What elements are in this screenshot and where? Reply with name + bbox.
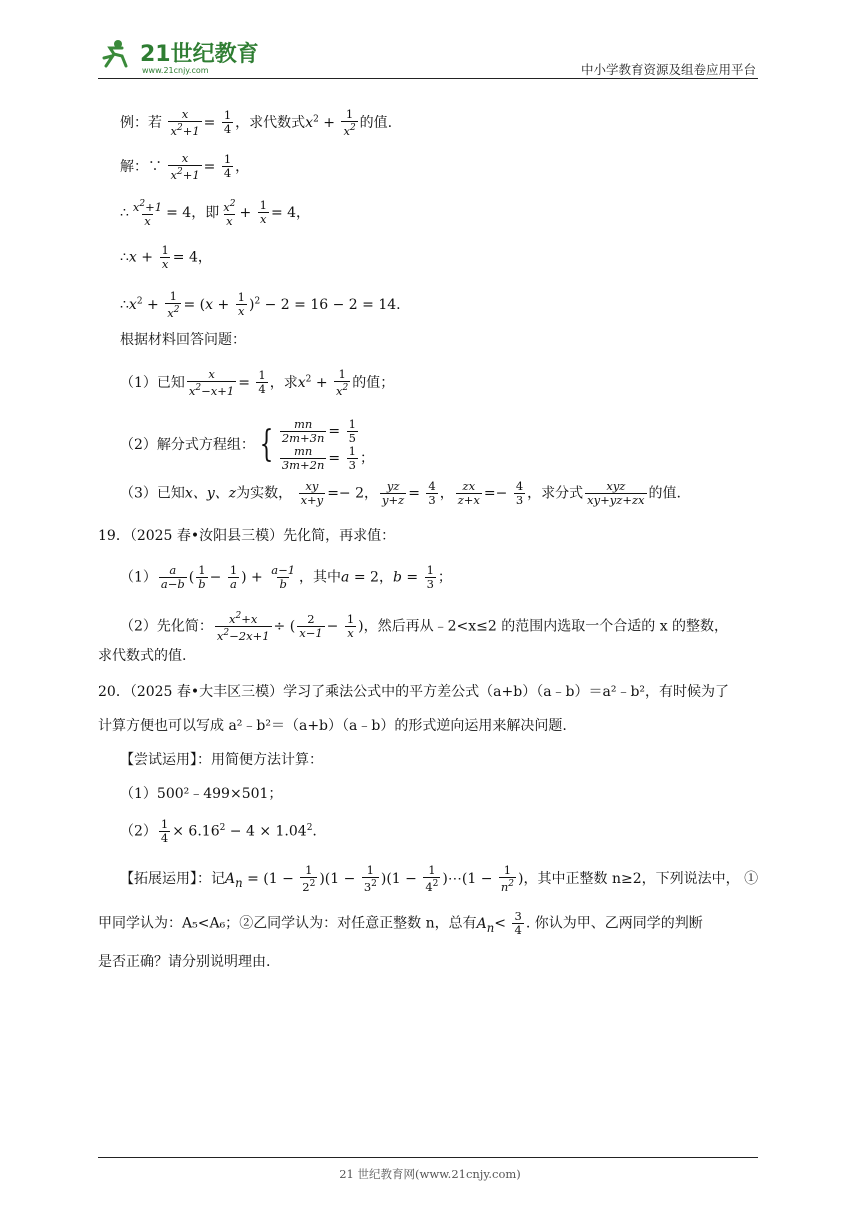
footer-text: 21 世纪教育网(www.21cnjy.com) <box>339 1167 521 1181</box>
footer-divider <box>98 1157 758 1158</box>
problem-19-part-1: （1） $\frac{a}{a-b}$ ( $\frac{1}{b}$ − $\frac{1}{a}$ ) + $\frac{a-1}{b}$ ，其中a = 2，b = $\frac{1}{3}$ ； <box>120 563 452 591</box>
header-platform-text: 中小学教育资源及组卷应用平台 <box>580 62 756 77</box>
problem-19-header: 19．（2025 春•汝阳县三模）先化简，再求值： <box>98 528 396 544</box>
problem-20-extension-line-2: 甲同学认为：A₅<A₆；②乙同学认为：对任意正整数 n，总有$A_n<$ $\frac{3}{4}$ . 你认为甲、乙两同学的判断 <box>98 909 703 937</box>
problem-20-try-1: （1）500²﹣499×501； <box>120 786 283 802</box>
solution-line-2: ∴ $\frac{x^2+1}{x}$ = 4，即 $\frac{x^2}{x}$ + $\frac{1}{x}$ = 4， <box>120 198 311 228</box>
problem-20-try-heading: 【尝试运用】：用简便方法计算： <box>120 752 323 768</box>
problem-20-try-2: （2） $\frac{1}{4}$ × $6.16^2 - 4 \times 1.04^2$. <box>120 817 317 846</box>
runner-icon <box>104 40 126 66</box>
logo-text: 21世纪教育 <box>140 42 259 67</box>
site-logo <box>96 36 266 76</box>
question-2: （2）解分式方程组： { $\frac{mn}{2m+3n}$ = $\frac{1}{5}$ $\frac{mn}{3m+2n}$ = $\frac{1}{3}$ ； <box>120 417 374 472</box>
solution-line-3: ∴x + $\frac{1}{x}$ = 4， <box>120 243 212 271</box>
answer-prompt: 根据材料回答问题： <box>120 332 246 348</box>
logo-url: www.21cnjy.com <box>142 66 209 75</box>
question-3: （3）已知x、y、z为实数， $\frac{xy}{x+y}$ =− 2， $\frac{yz}{y+z}$ = $\frac{4}{3}$ ， $\frac{zx}{z+x}$ =− $\frac{4}{3}$ ，求分式 xyz xy+yz+zx 的值. <box>120 479 681 507</box>
circled-one: ① <box>744 870 759 887</box>
solution-line-1: 解：∵ $\frac{x}{x^2+1}$ = $\frac{1}{4}$ ， <box>120 151 250 182</box>
problem-20-line-1: 20．（2025 春•大丰区三模）学习了乘法公式中的平方差公式（a+b）（a﹣b）＝a²﹣b²，有时候为了 <box>98 684 730 700</box>
problem-19-part-2-end: 求代数式的值. <box>98 648 187 664</box>
question-1: （1）已知 $\frac{x}{x^2-x+1}$ = $\frac{1}{4}$ ，求$x^2$ + $\frac{1}{x^2}$ 的值； <box>120 367 395 398</box>
header-divider <box>98 78 758 79</box>
circled-two: ② <box>239 915 254 932</box>
problem-19-part-2: （2）先化简： $\frac{x^2+x}{x^2-2x+1}$ ÷ ( $\frac{2}{x-1}$ − $\frac{1}{x}$ )，然后再从﹣2<x≤2 的范围内选取一个合适的 x 的整数， <box>120 611 729 643</box>
example-line: 例：若 $\frac{x}{x^2+1}$ = $\frac{1}{4}$ ，求代数式$x^2$ + $\frac{1}{x^2}$ 的值. <box>120 107 393 138</box>
problem-20-extension-line-1: 【拓展运用】：记$A_n = (1$ − $\frac{1}{2^2}$ )(1 − $\frac{1}{3^2}$ )(1 − $\frac{1}{4^2}$ )⋯(1 − $\frac{1}{n^2}$ )，其中正整数 n≥2，下列说法中， ① <box>120 863 759 894</box>
solution-line-4: $\therefore x^2$ + $\frac{1}{x^2}$ = (x + $\frac{1}{x}$ )$^2$ − 2 = 16 − 2 = 14. <box>120 289 401 320</box>
problem-20-extension-line-3: 是否正确？请分别说明理由. <box>98 954 271 970</box>
problem-20-line-2: 计算方便也可以写成 a²﹣b²＝（a+b）（a﹣b）的形式逆向运用来解决问题. <box>98 718 567 734</box>
